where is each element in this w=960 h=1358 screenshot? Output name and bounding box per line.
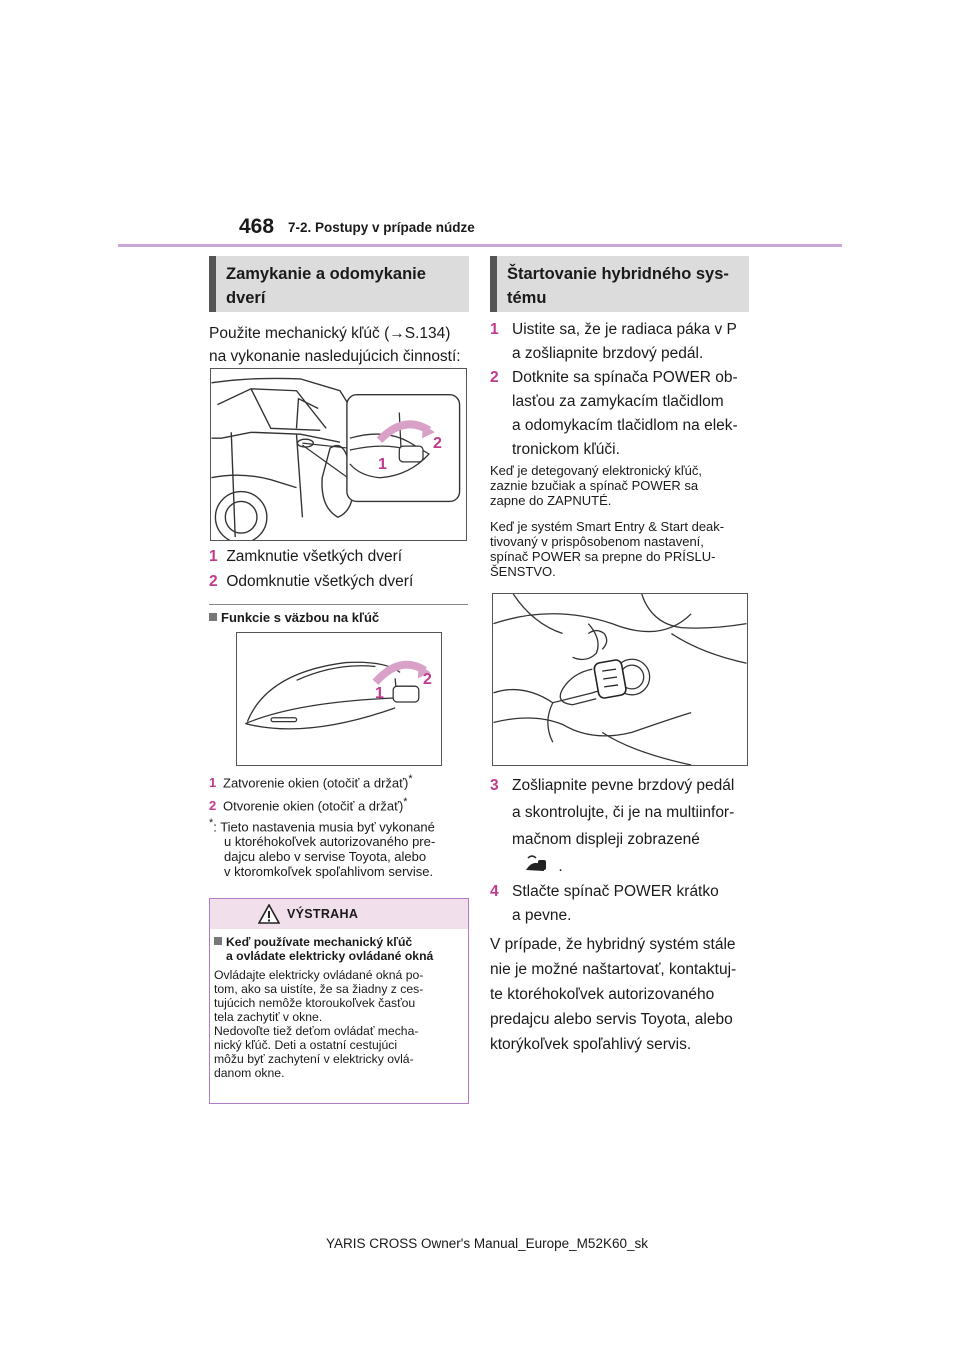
figure1-label-2: 2 [433,435,442,452]
step-line: Stlačte spínač POWER krátko [512,883,719,900]
note-line: ŠENSTVO. [490,564,556,579]
start-step-2 [490,366,755,462]
closing-line: predajcu alebo servis Toyota, alebo [490,1011,733,1028]
warning-body-line: Ovládajte elektricky ovládané okná po- [214,968,424,982]
header-rule [118,244,842,247]
step-text: Otvorenie okien (otočiť a držať) [223,798,404,814]
figure2-label-2: 2 [423,671,432,688]
figure2-label-1: 1 [375,685,384,702]
step-tail: . [558,858,563,875]
step-number: 1 [490,321,499,338]
car-door-illustration [211,369,466,540]
intro-text [209,322,469,368]
note-smart-entry [490,519,755,579]
subheading-key-linked [209,610,379,626]
note-line: spínač POWER sa prepne do PRÍSLU- [490,549,716,564]
footer-manual-id: YARIS CROSS Owner's Manual_Europe_M52K60_sk [326,1236,648,1251]
step-number: 1 [209,548,218,565]
note-line: Keď je detegovaný elektronický kľúč, [490,463,702,478]
window-step-1 [209,772,413,790]
start-step-3 [490,772,755,883]
warning-body-line: tela zachytiť v okne. [214,1010,323,1024]
section-title-door-locking [209,256,469,312]
warning-body-line: môžu byť zachytení v elektricky ovlá- [214,1052,414,1066]
footnote-line4: v ktoromkoľvek spoľahlivom servise. [224,864,434,880]
section-title-line2: dverí [226,289,266,307]
warning-box [209,898,469,1104]
door-handle-illustration [237,633,441,765]
warning-heading-line1: Keď používate mechanický kľúč [226,935,413,949]
footnote-line2: u ktoréhokoľvek autorizovaného pre- [224,834,436,850]
lock-step-2 [209,570,413,594]
footnote-marker: * [403,796,408,808]
note-line: zaznie bzučiak a spínač POWER sa [490,478,699,493]
step-line: tronickom kľúči. [512,441,620,458]
step-line: Dotknite sa spínača POWER ob- [512,369,738,386]
note-line: Keď je systém Smart Entry & Start deak- [490,519,725,534]
section-title-line1: Zamykanie a odomykanie [226,265,426,283]
warning-body-line: tujúcich nemôže ktoroukoľvek časťou [214,996,416,1010]
note-key-detected [490,463,755,508]
step-number: 1 [209,775,217,791]
footnote [209,816,471,879]
step-line: Zošliapnite pevne brzdový pedál [512,777,735,794]
chapter-title: 7-2. Postupy v prípade núdze [288,220,475,235]
bullet-square-icon [209,613,217,621]
step-line: a pevne. [512,907,572,924]
subheading-text: Funkcie s väzbou na kľúč [221,610,380,625]
intro-line1: Použite mechanický kľúč (→S.134) [209,325,451,342]
step-line: lasťou za zamykacím tlačidlom [512,393,724,410]
step-line: a skontrolujte, či je na multiinfor- [512,804,735,821]
step-text: Zatvorenie okien (otočiť a držať) [223,775,409,791]
warning-heading-line2: a ovládate elektricky ovládané okná [226,949,434,963]
lock-step-1 [209,545,402,569]
ready-indicator-icon [524,854,548,874]
footnote-line3: dajcu alebo v servise Toyota, alebo [224,849,427,865]
bullet-square-icon [214,937,222,945]
footnote-line1: : Tieto nastavenia musia byť vykonané [213,819,435,835]
step-text: Zamknutie všetkých dverí [226,548,403,565]
step-line: mačnom displeji zobrazené [512,831,700,848]
footnote-mark: * [209,817,214,829]
start-step-4 [490,880,755,928]
warning-body [214,968,468,1080]
closing-line: V prípade, že hybridný systém stále [490,936,736,953]
closing-line: te ktoréhokoľvek autorizovaného [490,986,715,1003]
step-text: Odomknutie všetkých dverí [226,573,414,590]
closing-line: ktorýkoľvek spoľahlivý servis. [490,1036,692,1053]
figure-car-door-key [210,368,467,541]
step-number: 4 [490,883,499,900]
warning-body-line: Nedovoľte tiež deťom ovládať mecha- [214,1024,419,1038]
warning-body-line: danom okne. [214,1066,285,1080]
section-title-line1: Štartovanie hybridného sys- [507,265,729,283]
page-number: 468 [239,215,275,238]
step-number: 2 [209,573,218,590]
step-line: Uistite sa, že je radiaca páka v P [512,321,737,338]
window-step-2 [209,795,408,813]
section-title-hybrid-start [490,256,749,312]
warning-title: VÝSTRAHA [287,907,359,921]
warning-body-line: tom, ako sa uistíte, že sa žiadny z ces- [214,982,424,996]
note-line: zapne do ZAPNUTÉ. [490,493,612,508]
figure-power-switch [492,593,748,766]
step-number: 2 [209,798,217,814]
start-step-1 [490,318,755,366]
step-number: 3 [490,777,499,794]
closing-paragraph [490,932,755,1057]
step-line: a zošliapnite brzdový pedál. [512,345,704,362]
section-title-line2: tému [507,289,547,307]
warning-heading [214,935,468,963]
figure1-label-1: 1 [378,456,387,473]
divider [209,604,468,605]
footnote-marker: * [408,773,413,785]
step-line: a odomykacím tlačidlom na elek- [512,417,738,434]
step-number: 2 [490,369,499,386]
warning-triangle-icon [258,904,280,924]
power-switch-illustration [493,594,747,765]
note-line: tivovaný v prispôsobenom nastavení, [490,534,704,549]
figure-door-handle-key [236,632,442,766]
intro-line2: na vykonanie nasledujúcich činností: [209,348,461,365]
warning-header [210,899,468,929]
closing-line: nie je možné naštartovať, kontaktuj- [490,961,737,978]
warning-body-line: nický kľúč. Deti a ostatní cestujúci [214,1038,398,1052]
